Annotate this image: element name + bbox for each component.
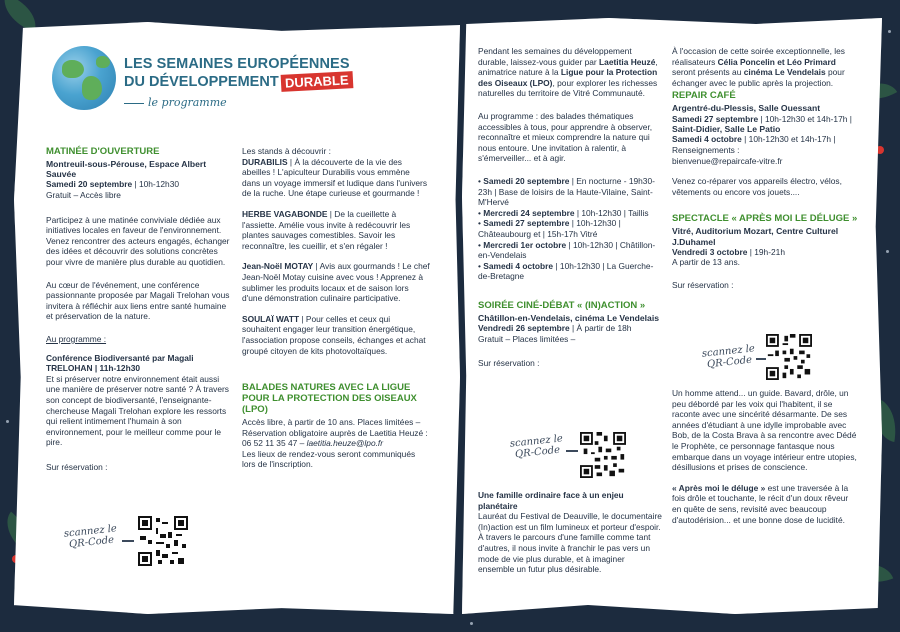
show-quote: « Après moi le déluge » est une traversée à la fois drôle et touchante, le récit d'un doux rêveur en quête de sens, revisité avec beaucoup d'autodérision... et une bonne dose de lucidité. — [672, 482, 849, 525]
background-dot — [888, 30, 891, 33]
repair-email-link[interactable]: bienvenue@repaircafe-vitre.fr — [672, 155, 783, 166]
lpo-programme: Au programme : des balades thématiques accessibles à tous, pour apprendre à observer, reconnaître et mieux comprendre la nature qui nous entoure. Une invitation à ralentir, à s'émerveiller... et à agir. — [478, 110, 653, 164]
column-3-bottom — [478, 490, 662, 575]
lpo-date-item: • Mercredi 1er octobre | 10h-12h30 | Châtillon-en-Vendelais — [478, 239, 656, 261]
cine-place: Châtillon-en-Vendelais, cinéma Le Vendelais — [478, 312, 660, 323]
background-dot — [470, 622, 473, 625]
repair-date-2: Samedi 4 octobre | 10h-12h30 et 14h-17h | — [672, 134, 836, 145]
logo-title-line1: LES SEMAINES EUROPÉENNES — [124, 56, 350, 72]
qr-arrow-1 — [122, 540, 134, 542]
qr-code-icon[interactable] — [766, 334, 812, 380]
qr-label-1: scannez le QR-Code — [63, 523, 118, 551]
globe-logo-icon — [52, 46, 116, 110]
show-text: Un homme attend... un guide. Bavard, drôle, un peu débordé par les voix qui l'habitent, il se raconte avec une sincérité désarmante. De ses années d'étudiant à une idylle improbable avec Bob, de la Costa Brava à sa rencontre avec Dédé le Prophète, ce personnage fantasque nous embarque dans un voyage intérieur entre utopies, désillusions et prises de conscience. — [672, 388, 857, 473]
opening-title: MATINÉE D'OUVERTURE — [46, 146, 160, 157]
film-text: Lauréat du Festival de Deauville, le documentaire (In)action est un film lumineux et porteur d'espoir. À travers le parcours d'une famille comme tant d'autres, il nous invite à franchir le pas vers un mode de vie plus durable, et à imaginer ensemble un futur plus désirable. — [478, 511, 662, 575]
reservation-label: Sur réservation : — [46, 461, 108, 472]
repair-place-1: Argentré-du-Plessis, Salle Ouessant — [672, 103, 821, 114]
background-dot — [886, 250, 889, 253]
conference-text: Et si préserver notre environnement était aussi une manière de préserver notre santé ? À travers son concept de biodiversanté, l'enseignante-chercheuse Magali Trelohan explore les ressorts qui relient intimement l'humain à son environnement, pour le meilleur comme pour le pire. — [46, 373, 229, 448]
repair-date-1: Samedi 27 septembre | 10h-12h30 et 14h-17h | — [672, 113, 852, 124]
column-2 — [242, 146, 430, 470]
lpo-date-item: • Samedi 20 septembre | En nocturne - 19h30-23h | Base de loisirs de la Haute-Vilaine, Saint-M'Hervé — [478, 175, 655, 208]
column-3 — [478, 46, 662, 369]
balades-contact: 06 52 11 35 47 – laetitia.heuze@lpo.fr — [242, 438, 384, 449]
stand-motay: Jean-Noël MOTAY | Avis aux gourmands ! Le chef Jean-Noël Motay cuisine avec vous ! Apprenez à sublimer les produits locaux et de saison lors d'une démonstration culinaire participative. — [242, 261, 430, 304]
column-4-bottom — [672, 388, 858, 533]
reservation-label: Sur réservation : — [672, 279, 734, 290]
repair-title: REPAIR CAFÉ — [672, 90, 736, 102]
logo-title-line2: DU DÉVELOPPEMENT DURABLE — [124, 73, 352, 90]
film-title: Une famille ordinaire face à un enjeu planétaire — [478, 490, 624, 511]
balades-rdv: Les lieux de rendez-vous seront communiqués lors de l'inscription. — [242, 448, 416, 470]
show-title: SPECTACLE « APRÈS MOI LE DÉLUGE » — [672, 213, 858, 225]
column-1 — [46, 146, 232, 472]
background-dot — [6, 420, 9, 423]
qr-arrow-2 — [566, 450, 578, 452]
stand-soulai-watt: SOULAÏ WATT | Pour celles et ceux qui souhaitent engager leur transition énergétique, l'association propose conseils, échanges et achat groupé citoyen de kits photovoltaïques. — [242, 313, 426, 356]
lpo-date-item: • Samedi 4 octobre | 10h-12h30 | La Guerche-de-Bretagne — [478, 260, 654, 282]
repair-place-2: Saint-Didier, Salle Le Patio — [672, 124, 781, 135]
cine-title: SOIRÉE CINÉ-DÉBAT « (IN)ACTION » — [478, 299, 646, 311]
opening-price: Gratuit – Accès libre — [46, 190, 121, 200]
durable-badge: DURABLE — [280, 71, 352, 92]
show-place: Vitré, Auditorium Mozart, Centre Culturel J.Duhamel — [672, 226, 839, 247]
lpo-dates — [478, 176, 662, 282]
qr-code-icon[interactable] — [580, 432, 626, 478]
cine-date: Vendredi 26 septembre | À partir de 18h — [478, 323, 632, 334]
stand-herbe-vagabonde: HERBE VAGABONDE | De la cueillette à l'assiette. Amélie vous invite à redécouvrir les plantes sauvages comestibles. Savoir les reconnaître, les cueillir, et s'en régaler ! — [242, 208, 411, 251]
background-leaf — [0, 0, 43, 32]
lpo-intro: Pendant les semaines du développement durable, laissez-vous guider par Laetitia Heuzé, animatrice nature à la Ligue pour la Protection des Oiseaux (LPO), pour explorer les richesses naturelles du territoire de Vitré Communauté. — [478, 46, 658, 99]
repair-text: Venez co-réparer vos appareils électro, vélos, vêtements ou encore vos jouets.... — [672, 176, 842, 197]
stands-label: Les stands à découvrir : — [242, 146, 331, 156]
qr-label-3: scannez le QR-Code — [701, 343, 756, 371]
opening-date: Samedi 20 septembre | 10h-12h30 — [46, 179, 180, 190]
lpo-date-item: • Mercredi 24 septembre | 10h-12h30 | Taillis — [478, 207, 649, 218]
opening-conf-intro: Au cœur de l'événement, une conférence passionnante proposée par Magali Trelohan vous invitera à réfléchir aux liens entre santé humaine et préservation de la nature. — [46, 279, 230, 322]
column-4 — [672, 46, 858, 291]
balades-title: BALADES NATURES AVEC LA LIGUE POUR LA PROTECTION DES OISEAUX (LPO) — [242, 382, 417, 416]
opening-intro: Participez à une matinée conviviale dédiée aux initiatives locales en faveur de l'environnement. Venez rencontrer des acteurs engagés, échanger des idées et découvrir des solutions concrètes pour vivre de manière plus durable au quotidien. — [46, 214, 230, 267]
qr-code-icon[interactable] — [138, 516, 188, 566]
cine-price: Gratuit – Places limitées – — [478, 333, 576, 344]
conference-title: Conférence Biodiversanté par Magali TRELOHAN | 11h-12h30 — [46, 352, 194, 374]
opening-place: Montreuil-sous-Pérouse, Espace Albert Sauvée — [46, 159, 207, 180]
show-age: A partir de 13 ans. — [672, 257, 740, 268]
balades-text: Accès libre, à partir de 10 ans. Places limitées – Réservation obligatoire auprès de Laetitia Heuzé : — [242, 417, 428, 438]
stand-durabilis: DURABILIS | À la découverte de la vie des abeilles ! L'apiculteur Durabilis vous emmène dans un voyage immersif et ludique dans l'univers de la ruche. Une étape curieuse et gourmande ! — [242, 156, 428, 199]
qr-label-2: scannez le QR-Code — [509, 433, 564, 461]
lpo-date-item: • Samedi 27 septembre | 10h-12h30 | Châteaubourg et | 15h-17h Vitré — [478, 218, 621, 239]
repair-info: Renseignements : — [672, 144, 740, 155]
logo-subtitle: le programme — [124, 96, 227, 109]
show-date: Vendredi 3 octobre | 19h-21h — [672, 246, 785, 257]
programme-label: Au programme : — [46, 333, 107, 344]
contact-email-link[interactable]: laetitia.heuze@lpo.fr — [306, 438, 384, 449]
reservation-label: Sur réservation : — [478, 358, 540, 369]
cine-guests: À l'occasion de cette soirée exceptionnelle, les réalisateurs Célia Poncelin et Léo Primard seront présents au cinéma Le Vendelais pour échanger avec le public après la projection. — [672, 46, 845, 88]
